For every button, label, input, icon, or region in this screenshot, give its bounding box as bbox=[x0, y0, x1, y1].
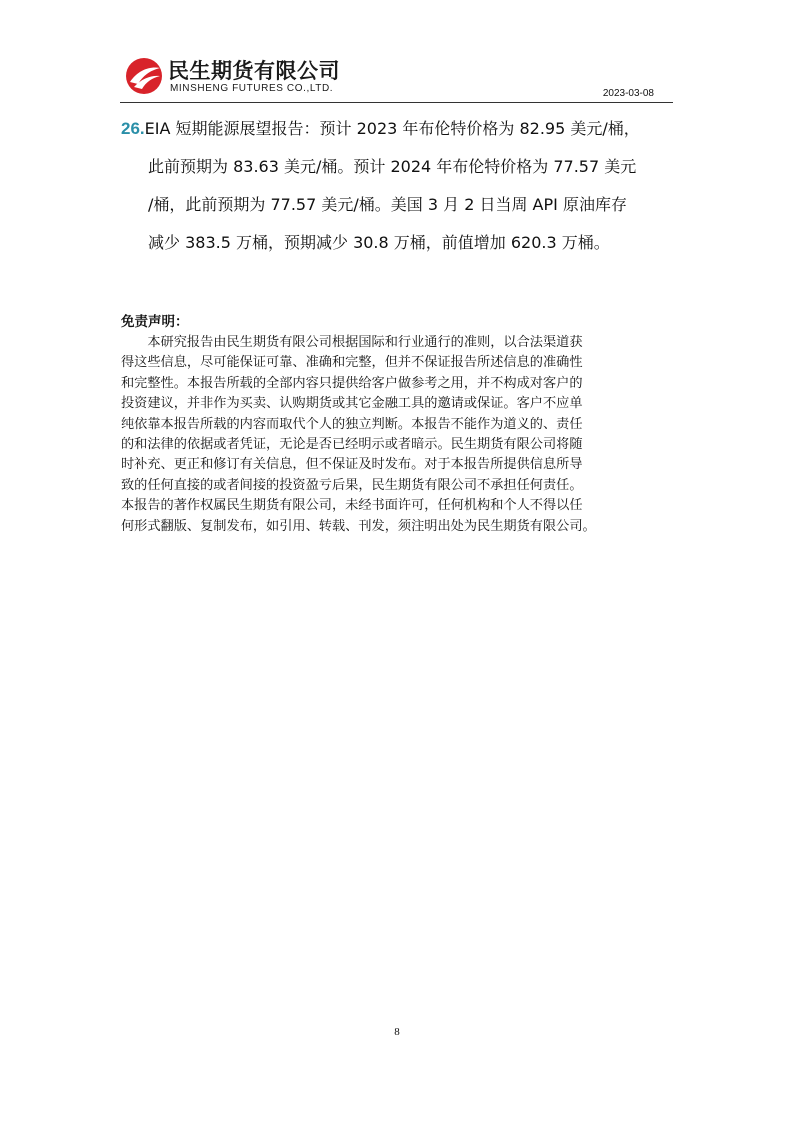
disclaimer-line: 得这些信息，尽可能保证可靠、准确和完整，但并不保证报告所述信息的准确性 bbox=[121, 355, 583, 371]
company-name-en: MINSHENG FUTURES CO.,LTD. bbox=[170, 83, 334, 94]
news-item-26 bbox=[121, 110, 681, 262]
disclaimer-line: 本研究报告由民生期货有限公司根据国际和行业通行的准则，以合法渠道获 bbox=[121, 335, 583, 350]
disclaimer-line: 时补充、更正和修订有关信息，但不保证及时发布。对于本报告所提供信息所导 bbox=[121, 457, 583, 473]
disclaimer-line: 何形式翻版、复制发布，如引用、转载、刊发，须注明出处为民生期货有限公司。 bbox=[121, 518, 596, 534]
report-date: 2023-03-08 bbox=[602, 88, 654, 99]
disclaimer-line: 纯依靠本报告所载的内容而取代个人的独立判断。本报告不能作为道义的、责任 bbox=[121, 416, 583, 432]
news-item-line: 减少 383.5 万桶，预期减少 30.8 万桶，前值增加 620.3 万桶。 bbox=[148, 233, 610, 252]
disclaimer-section bbox=[121, 312, 677, 537]
news-item-text: EIA 短期能源展望报告：预计 2023 年布伦特价格为 82.95 美元/桶， bbox=[144, 119, 640, 138]
disclaimer-line: 的和法律的依据或者凭证，无论是否已经明示或者暗示。民生期货有限公司将随 bbox=[121, 437, 583, 453]
news-item-line: /桶，此前预期为 77.57 美元/桶。美国 3 月 2 日当周 API 原油库存 bbox=[148, 195, 627, 214]
header-divider bbox=[120, 102, 673, 103]
disclaimer-body bbox=[121, 333, 677, 537]
company-name-cn: 民生期货有限公司 bbox=[168, 59, 340, 83]
item-number: 26. bbox=[121, 119, 145, 138]
page-header bbox=[120, 52, 674, 102]
page-number: 8 bbox=[394, 1026, 400, 1038]
disclaimer-line: 和完整性。本报告所载的全部内容只提供给客户做参考之用，并不构成对客户的 bbox=[121, 375, 583, 391]
minsheng-logo-icon bbox=[124, 56, 164, 96]
news-item-line bbox=[121, 110, 681, 148]
disclaimer-title: 免责声明： bbox=[121, 314, 189, 330]
disclaimer-line: 本报告的著作权属民生期货有限公司，未经书面许可，任何机构和个人不得以任 bbox=[121, 498, 583, 514]
news-item-line: 此前预期为 83.63 美元/桶。预计 2024 年布伦特价格为 77.57 美元 bbox=[148, 157, 637, 176]
disclaimer-line: 致的任何直接的或者间接的投资盈亏后果，民生期货有限公司不承担任何责任。 bbox=[121, 477, 583, 493]
disclaimer-line: 投资建议，并非作为买卖、认购期货或其它金融工具的邀请或保证。客户不应单 bbox=[121, 396, 583, 412]
